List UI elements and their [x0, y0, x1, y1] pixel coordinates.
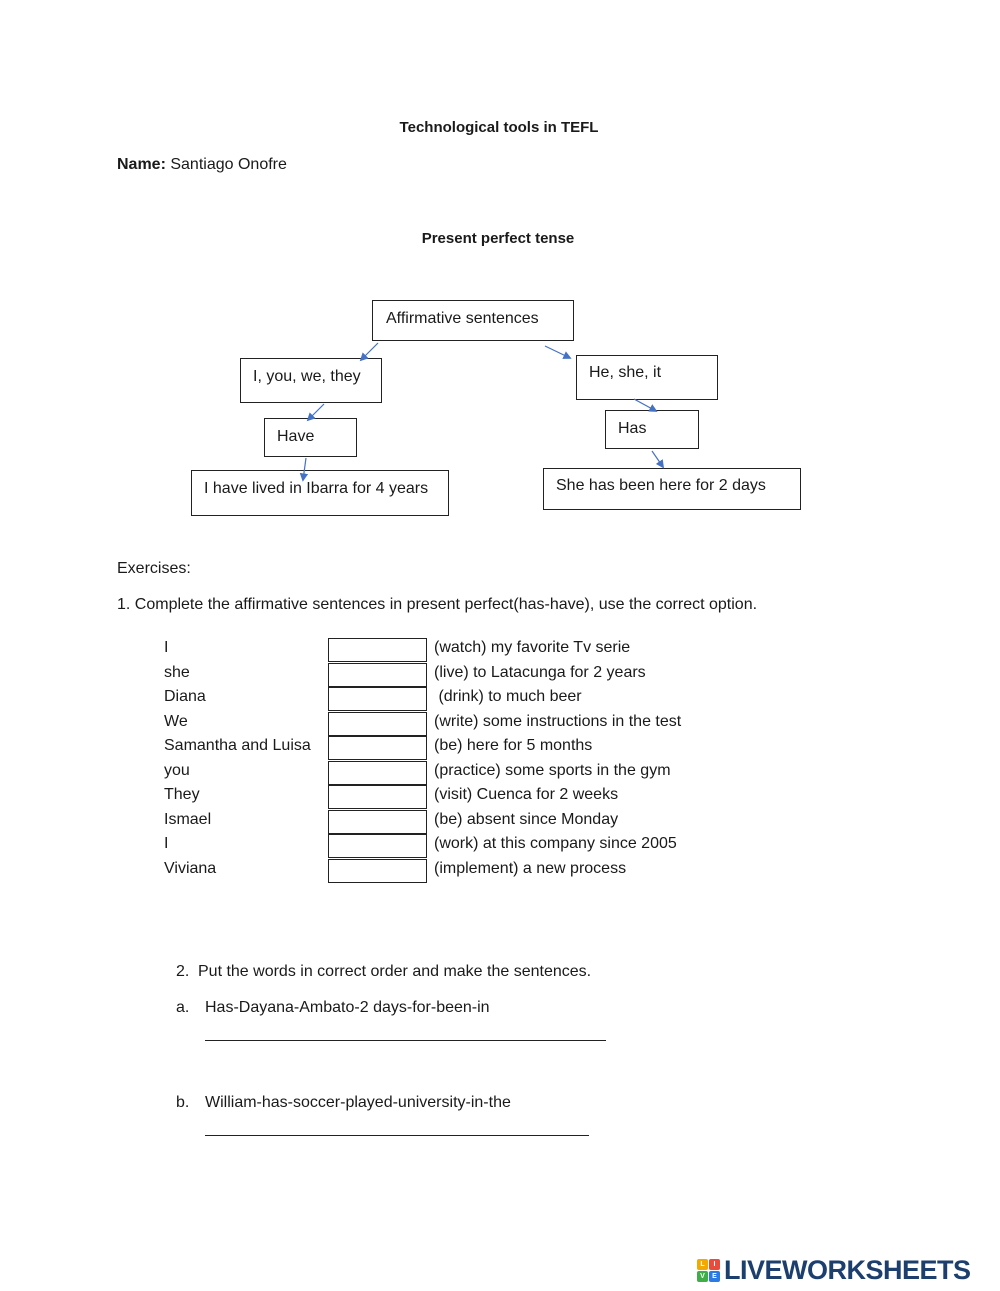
exercise-1-row [0, 687, 1000, 711]
exercise-1-answer-input[interactable] [328, 712, 427, 736]
exercise-1-verb-phrase: (live) to Latacunga for 2 years [434, 663, 646, 681]
exercise-1-verb-phrase: (implement) a new process [434, 859, 627, 877]
logo-square-v: V [697, 1271, 708, 1282]
diagram-root-label: Affirmative sentences [386, 310, 539, 327]
liveworksheets-logo [697, 1254, 971, 1286]
topic-title: Present perfect tense [421, 230, 575, 247]
exercise-1-verb-phrase: (work) at this company since 2005 [434, 835, 677, 852]
exercise-1-row [0, 834, 1000, 858]
exercise-1-verb-phrase: (be) here for 5 months [434, 737, 593, 754]
exercise-1-instruction: 1. Complete the affirmative sentences in present perfect(has-have), use the correct option. [117, 596, 758, 613]
logo-square-l: L [697, 1259, 708, 1270]
exercise-1-verb-phrase: (drink) to much beer [434, 688, 582, 705]
exercise-2a-words: Has-Dayana-Ambato-2 days-for-been-in [205, 999, 490, 1016]
diagram-left-example-box [191, 470, 449, 516]
name-label: Name: [117, 156, 166, 173]
exercise-1-verb-phrase: (write) some instructions in the test [434, 712, 682, 730]
exercise-2a-letter: a. [176, 999, 190, 1016]
diagram-right-example-box [543, 468, 801, 510]
diagram-have-label: Have [277, 428, 315, 445]
exercise-1-subject: Ismael [164, 810, 212, 828]
diagram-right-example-label: She has been here for 2 days [556, 477, 766, 494]
name-value: Santiago Onofre [170, 156, 287, 173]
exercise-1-row [0, 761, 1000, 785]
exercise-1-answer-input[interactable] [328, 687, 427, 711]
exercise-1-answer-input[interactable] [328, 785, 427, 809]
exercise-1-subject: I [164, 639, 169, 656]
exercise-1-subject: you [164, 761, 190, 779]
diagram-left-example-label: I have lived in Ibarra for 4 years [204, 480, 429, 497]
exercise-1-verb-phrase: (be) absent since Monday [434, 810, 619, 828]
exercise-1-row [0, 712, 1000, 736]
arrow-has-to-example [652, 451, 663, 467]
exercise-1-subject: I [164, 835, 169, 852]
exercise-2b-letter: b. [176, 1094, 190, 1111]
exercise-1-subject: she [164, 663, 190, 681]
exercise-1-verb-phrase: (watch) my favorite Tv serie [434, 639, 631, 656]
exercise-1-answer-input[interactable] [328, 663, 427, 687]
exercises-heading: Exercises: [117, 560, 191, 577]
exercise-1-verb-phrase: (visit) Cuenca for 2 weeks [434, 786, 619, 803]
logo-square-e: E [709, 1271, 720, 1282]
exercise-1-answer-input[interactable] [328, 638, 427, 662]
diagram-have-box [264, 418, 357, 457]
exercise-1-answer-input[interactable] [328, 834, 427, 858]
diagram-right-subjects-label: He, she, it [589, 364, 662, 381]
diagram-has-box [605, 410, 699, 449]
exercise-1-row [0, 736, 1000, 760]
exercise-1-answer-input[interactable] [328, 810, 427, 834]
exercise-1-answer-input[interactable] [328, 736, 427, 760]
exercise-1-subject: Samantha and Luisa [164, 737, 311, 754]
diagram-has-label: Has [618, 420, 647, 437]
exercise-1-subject: Diana [164, 688, 206, 705]
exercise-1-subject: Viviana [164, 859, 217, 877]
exercise-1-row [0, 638, 1000, 662]
exercise-1-verb-phrase: (practice) some sports in the gym [434, 761, 671, 779]
exercise-1-subject: They [164, 786, 200, 803]
diagram-left-subjects-label: I, you, we, they [253, 368, 361, 385]
exercise-1-subject: We [164, 712, 188, 730]
diagram-arrows [0, 0, 1000, 560]
exercise-1-row [0, 859, 1000, 883]
exercise-1-row [0, 810, 1000, 834]
exercise-2b-words: William-has-soccer-played-university-in-the [205, 1094, 511, 1111]
arrow-root-to-right [545, 346, 570, 358]
exercise-2-instruction: Put the words in correct order and make the sentences. [198, 963, 592, 980]
exercise-2b-answer-input[interactable] [205, 1112, 589, 1136]
exercise-1-answer-input[interactable] [328, 761, 427, 785]
exercise-2a-answer-input[interactable] [205, 1017, 606, 1041]
student-name [117, 156, 287, 174]
logo-square-i: I [709, 1259, 720, 1270]
exercise-1-answer-input[interactable] [328, 859, 427, 883]
diagram-right-subjects-box [576, 355, 718, 400]
logo-icon [697, 1259, 720, 1282]
course-title: Technological tools in TEFL [399, 119, 599, 136]
logo-text: LIVEWORKSHEETS [724, 1254, 971, 1285]
diagram-left-subjects-box [240, 358, 382, 403]
exercise-1-row [0, 785, 1000, 809]
diagram-root-box [372, 300, 574, 341]
exercise-1-row [0, 663, 1000, 687]
exercise-2-number: 2. [176, 963, 190, 980]
